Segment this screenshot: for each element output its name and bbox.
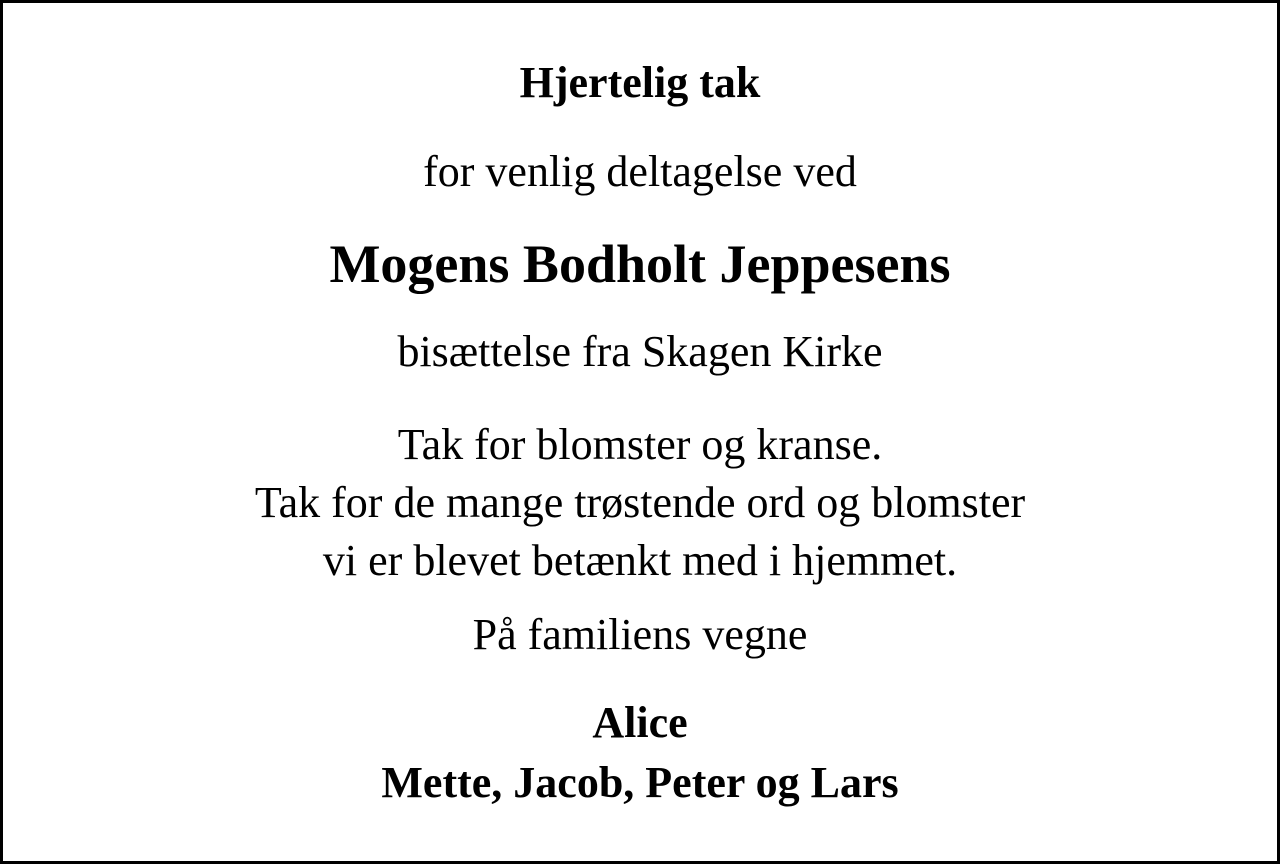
deceased-name: Mogens Bodholt Jeppesens bbox=[329, 234, 951, 294]
notice-intro: for venlig deltagelse ved bbox=[423, 147, 857, 196]
signer-names: Mette, Jacob, Peter og Lars bbox=[381, 758, 899, 807]
signers bbox=[3, 693, 1277, 813]
notice-heading: Hjertelig tak bbox=[519, 58, 761, 107]
thanks-text bbox=[3, 416, 1277, 590]
thanks-line: vi er blevet betænkt med i hjemmet. bbox=[322, 536, 958, 585]
thanks-line: Tak for de mange trøstende ord og blomster bbox=[254, 478, 1026, 527]
thanks-line: Tak for blomster og kranse. bbox=[397, 420, 883, 469]
funeral-location: bisættelse fra Skagen Kirke bbox=[397, 327, 883, 376]
on-behalf-line: På familiens vegne bbox=[472, 610, 808, 659]
signer-name: Alice bbox=[592, 698, 688, 747]
